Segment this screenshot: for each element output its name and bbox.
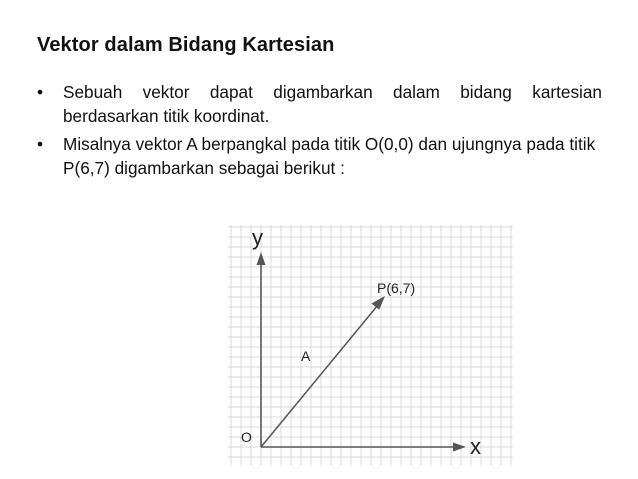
vector-a-line [261, 305, 378, 447]
origin-label: O [241, 429, 252, 445]
bullet-item [37, 80, 602, 128]
cartesian-figure [228, 225, 513, 465]
cartesian-plane [228, 225, 513, 465]
x-axis-arrow [453, 443, 466, 452]
vector-a-arrowhead [372, 296, 386, 310]
grid [228, 225, 513, 465]
bullet-list [37, 80, 602, 184]
x-axis-label: x [470, 434, 481, 459]
bullet-item [37, 132, 602, 180]
bullet-marker: • [37, 134, 44, 154]
slide-title: Vektor dalam Bidang Kartesian [37, 34, 335, 56]
bullet-text: Misalnya vektor A berpangkal pada titik O(0,0) dan ujungnya pada titik P(6,7) digambarkan sebagai berikut : [63, 134, 596, 178]
point-label: P(6,7) [377, 280, 416, 296]
bullet-marker: • [37, 82, 44, 102]
y-axis-arrow [257, 252, 266, 265]
vector-label: A [301, 348, 311, 364]
bullet-text: Sebuah vektor dapat digambarkan dalam bidang kartesian berdasarkan titik koordinat. [63, 82, 602, 126]
y-axis-label: y [252, 225, 263, 250]
